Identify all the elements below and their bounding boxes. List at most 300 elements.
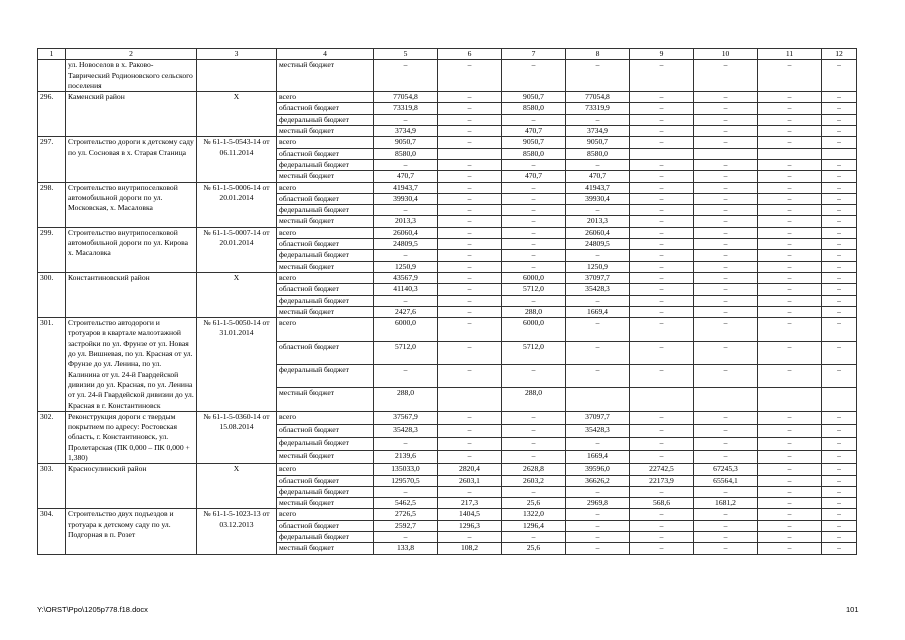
amount-cell: 67245,3	[694, 464, 758, 475]
amount-cell: –	[630, 543, 694, 554]
funding-source: областной бюджет	[277, 284, 374, 295]
amount-cell: –	[630, 239, 694, 250]
amount-cell: –	[758, 543, 822, 554]
amount-cell: 2726,5	[374, 509, 438, 520]
amount-cell: –	[502, 486, 566, 497]
amount-cell: –	[822, 295, 857, 306]
amount-cell: –	[694, 520, 758, 531]
amount-cell: –	[822, 341, 857, 364]
amount-cell: 6000,0	[502, 318, 566, 341]
amount-cell: –	[758, 318, 822, 341]
file-path: Y:\ORST\Ppo\1205p778.f18.docx	[37, 605, 148, 614]
amount-cell: –	[694, 126, 758, 137]
column-number: 9	[630, 49, 694, 60]
amount-cell: –	[822, 272, 857, 283]
amount-cell: –	[502, 364, 566, 387]
amount-cell: –	[694, 509, 758, 520]
amount-cell: –	[822, 239, 857, 250]
document-ref: № 61-1-5-0360-14 от 15.08.2014	[197, 411, 277, 463]
amount-cell: –	[822, 171, 857, 182]
amount-cell: –	[758, 411, 822, 424]
object-name: Строительство дороги к детскому саду по ул. Сосновая в х. Старая Станица	[66, 137, 197, 182]
amount-cell: –	[758, 295, 822, 306]
amount-cell: –	[630, 182, 694, 193]
amount-cell: –	[630, 520, 694, 531]
amount-cell: –	[822, 159, 857, 170]
funding-source: федеральный бюджет	[277, 532, 374, 543]
amount-cell: –	[758, 532, 822, 543]
amount-cell: –	[566, 532, 630, 543]
amount-cell: –	[694, 364, 758, 387]
page-number: 101	[846, 605, 859, 614]
amount-cell: 135033,0	[374, 464, 438, 475]
object-name: Строительство двух подъездов и тротуара к детскому саду по ул. Подгорная в п. Розет	[66, 509, 197, 554]
document-ref: Х	[197, 464, 277, 509]
amount-cell: –	[822, 250, 857, 261]
amount-cell: –	[694, 60, 758, 92]
amount-cell: 2628,8	[502, 464, 566, 475]
amount-cell: –	[438, 250, 502, 261]
amount-cell: –	[630, 272, 694, 283]
amount-cell: –	[374, 486, 438, 497]
amount-cell: –	[374, 205, 438, 216]
amount-cell: –	[566, 486, 630, 497]
table-row	[38, 464, 857, 475]
amount-cell: –	[502, 193, 566, 204]
amount-cell: –	[758, 475, 822, 486]
funding-source: федеральный бюджет	[277, 250, 374, 261]
amount-cell: –	[566, 250, 630, 261]
amount-cell: –	[630, 295, 694, 306]
row-number: 304.	[38, 509, 66, 554]
amount-cell: –	[822, 92, 857, 103]
amount-cell: –	[630, 424, 694, 437]
document-ref: № 61-1-5-0007-14 от 20.01.2014	[197, 227, 277, 272]
amount-cell: –	[374, 438, 438, 451]
amount-cell: –	[566, 205, 630, 216]
funding-source: федеральный бюджет	[277, 114, 374, 125]
amount-cell: –	[758, 272, 822, 283]
funding-source: местный бюджет	[277, 543, 374, 554]
amount-cell: –	[822, 364, 857, 387]
amount-cell: –	[374, 60, 438, 92]
amount-cell: 41943,7	[566, 182, 630, 193]
funding-source: всего	[277, 411, 374, 424]
amount-cell: 41943,7	[374, 182, 438, 193]
funding-source: всего	[277, 318, 374, 341]
amount-cell: 26060,4	[566, 227, 630, 238]
amount-cell: –	[822, 193, 857, 204]
amount-cell: 2592,7	[374, 520, 438, 531]
column-number: 2	[66, 49, 197, 60]
amount-cell: –	[694, 182, 758, 193]
amount-cell: 77054,8	[566, 92, 630, 103]
amount-cell: –	[694, 171, 758, 182]
document-ref: № 61-1-5-0543-14 от 06.11.2014	[197, 137, 277, 182]
amount-cell: 108,2	[438, 543, 502, 554]
amount-cell: 5712,0	[374, 341, 438, 364]
amount-cell: –	[438, 182, 502, 193]
row-number: 302.	[38, 411, 66, 463]
amount-cell: –	[438, 438, 502, 451]
column-number: 4	[277, 49, 374, 60]
amount-cell: –	[502, 438, 566, 451]
amount-cell: 24809,5	[374, 239, 438, 250]
amount-cell: 9050,7	[502, 137, 566, 148]
amount-cell: –	[630, 126, 694, 137]
amount-cell: 35428,3	[566, 284, 630, 295]
amount-cell	[630, 148, 694, 159]
amount-cell: –	[694, 227, 758, 238]
amount-cell: 25,6	[502, 498, 566, 509]
amount-cell: –	[438, 424, 502, 437]
amount-cell: –	[438, 411, 502, 424]
amount-cell: 26060,4	[374, 227, 438, 238]
amount-cell: 470,7	[502, 126, 566, 137]
amount-cell: –	[694, 341, 758, 364]
amount-cell: –	[694, 411, 758, 424]
row-number: 298.	[38, 182, 66, 227]
amount-cell: 2427,6	[374, 306, 438, 317]
amount-cell: 133,8	[374, 543, 438, 554]
amount-cell: 8580,0	[566, 148, 630, 159]
amount-cell: 470,7	[502, 171, 566, 182]
amount-cell: –	[758, 520, 822, 531]
table-row	[38, 182, 857, 193]
amount-cell: 1322,0	[502, 509, 566, 520]
amount-cell: –	[374, 114, 438, 125]
funding-source: областной бюджет	[277, 193, 374, 204]
amount-cell: –	[822, 137, 857, 148]
amount-cell: –	[566, 318, 630, 341]
amount-cell: –	[438, 216, 502, 227]
amount-cell: –	[438, 486, 502, 497]
amount-cell	[630, 388, 694, 411]
amount-cell: –	[502, 411, 566, 424]
amount-cell: 39596,0	[566, 464, 630, 475]
amount-cell: –	[630, 532, 694, 543]
amount-cell: 37097,7	[566, 272, 630, 283]
amount-cell: –	[630, 227, 694, 238]
funding-source: местный бюджет	[277, 261, 374, 272]
amount-cell: 35428,3	[566, 424, 630, 437]
amount-cell	[566, 388, 630, 411]
amount-cell: –	[758, 250, 822, 261]
amount-cell: –	[694, 205, 758, 216]
document-ref: № 61-1-5-0050-14 от 31.01.2014	[197, 318, 277, 412]
funding-source: федеральный бюджет	[277, 486, 374, 497]
amount-cell: 5712,0	[502, 341, 566, 364]
amount-cell: 2013,3	[566, 216, 630, 227]
amount-cell: –	[566, 438, 630, 451]
amount-cell: 9050,7	[374, 137, 438, 148]
amount-cell: –	[630, 114, 694, 125]
amount-cell: 37567,9	[374, 411, 438, 424]
amount-cell	[694, 388, 758, 411]
table-row	[38, 137, 857, 148]
amount-cell: –	[822, 103, 857, 114]
amount-cell: 5712,0	[502, 284, 566, 295]
amount-cell: –	[438, 341, 502, 364]
amount-cell: –	[822, 227, 857, 238]
amount-cell: –	[502, 250, 566, 261]
amount-cell: 8580,0	[374, 148, 438, 159]
amount-cell: 37097,7	[566, 411, 630, 424]
amount-cell: –	[630, 92, 694, 103]
amount-cell: –	[438, 364, 502, 387]
table-row	[38, 411, 857, 424]
amount-cell: –	[630, 137, 694, 148]
amount-cell: –	[694, 250, 758, 261]
row-number: 299.	[38, 227, 66, 272]
column-number: 6	[438, 49, 502, 60]
header-row	[38, 49, 857, 60]
amount-cell: 8580,0	[502, 103, 566, 114]
funding-source: всего	[277, 137, 374, 148]
amount-cell: –	[438, 239, 502, 250]
object-name: Реконструкция дороги с твердым покрытием по адресу: Ростовская область, г. Константиновск, ул. Пролетарская (ПК 0,000 – ПК 0,000 + 1,380)	[66, 411, 197, 463]
amount-cell: 2139,6	[374, 451, 438, 464]
amount-cell: 24809,5	[566, 239, 630, 250]
amount-cell: 39930,4	[374, 193, 438, 204]
amount-cell: –	[694, 295, 758, 306]
amount-cell: –	[758, 171, 822, 182]
amount-cell: 9050,7	[502, 92, 566, 103]
row-number	[38, 60, 66, 92]
amount-cell: –	[822, 543, 857, 554]
amount-cell: 470,7	[566, 171, 630, 182]
amount-cell: –	[822, 114, 857, 125]
amount-cell: –	[758, 261, 822, 272]
funding-source: всего	[277, 227, 374, 238]
amount-cell: –	[630, 193, 694, 204]
amount-cell: –	[694, 272, 758, 283]
amount-cell: –	[822, 126, 857, 137]
funding-source: областной бюджет	[277, 424, 374, 437]
funding-source: федеральный бюджет	[277, 364, 374, 387]
table-row	[38, 60, 857, 92]
amount-cell: –	[630, 60, 694, 92]
amount-cell: –	[758, 216, 822, 227]
amount-cell: 1250,9	[566, 261, 630, 272]
amount-cell: –	[438, 532, 502, 543]
amount-cell: –	[822, 60, 857, 92]
amount-cell	[758, 148, 822, 159]
amount-cell: –	[630, 306, 694, 317]
amount-cell: –	[822, 205, 857, 216]
amount-cell: 2820,4	[438, 464, 502, 475]
amount-cell: –	[630, 486, 694, 497]
amount-cell: –	[630, 159, 694, 170]
amount-cell: –	[822, 498, 857, 509]
column-number: 10	[694, 49, 758, 60]
amount-cell	[758, 388, 822, 411]
document-ref: № 61-1-5-1023-13 от 03.12.2013	[197, 509, 277, 554]
amount-cell: –	[630, 261, 694, 272]
amount-cell: 39930,4	[566, 193, 630, 204]
amount-cell: –	[566, 364, 630, 387]
amount-cell: –	[438, 171, 502, 182]
object-name: Каменский район	[66, 92, 197, 137]
document-ref: Х	[197, 92, 277, 137]
amount-cell: –	[758, 103, 822, 114]
column-number: 7	[502, 49, 566, 60]
amount-cell: –	[630, 411, 694, 424]
amount-cell: –	[694, 318, 758, 341]
row-number: 296.	[38, 92, 66, 137]
amount-cell: –	[502, 239, 566, 250]
amount-cell: –	[502, 114, 566, 125]
amount-cell: 1681,2	[694, 498, 758, 509]
amount-cell: –	[374, 364, 438, 387]
amount-cell: –	[502, 261, 566, 272]
amount-cell: 2969,8	[566, 498, 630, 509]
amount-cell: –	[758, 364, 822, 387]
amount-cell: –	[566, 60, 630, 92]
table-row	[38, 92, 857, 103]
amount-cell: –	[758, 126, 822, 137]
amount-cell: –	[566, 543, 630, 554]
amount-cell: 22742,5	[630, 464, 694, 475]
amount-cell: –	[694, 532, 758, 543]
amount-cell: 5462,5	[374, 498, 438, 509]
table-row	[38, 509, 857, 520]
amount-cell: –	[758, 509, 822, 520]
amount-cell: –	[694, 137, 758, 148]
amount-cell: 41140,3	[374, 284, 438, 295]
funding-source: местный бюджет	[277, 126, 374, 137]
amount-cell: –	[758, 438, 822, 451]
column-number: 3	[197, 49, 277, 60]
amount-cell: 2603,2	[502, 475, 566, 486]
amount-cell: 77054,8	[374, 92, 438, 103]
row-number: 300.	[38, 272, 66, 317]
amount-cell: 1404,5	[438, 509, 502, 520]
row-number: 297.	[38, 137, 66, 182]
amount-cell: –	[694, 159, 758, 170]
amount-cell: –	[822, 486, 857, 497]
funding-source: федеральный бюджет	[277, 438, 374, 451]
amount-cell: –	[566, 295, 630, 306]
funding-source: всего	[277, 182, 374, 193]
amount-cell: 6000,0	[374, 318, 438, 341]
funding-source: местный бюджет	[277, 216, 374, 227]
amount-cell: –	[694, 103, 758, 114]
amount-cell: –	[758, 182, 822, 193]
amount-cell: –	[694, 424, 758, 437]
amount-cell: –	[374, 295, 438, 306]
amount-cell: 217,3	[438, 498, 502, 509]
amount-cell: –	[566, 159, 630, 170]
amount-cell: –	[374, 250, 438, 261]
amount-cell: –	[502, 532, 566, 543]
funding-source: всего	[277, 464, 374, 475]
amount-cell: –	[822, 411, 857, 424]
amount-cell: –	[758, 205, 822, 216]
amount-cell: –	[694, 114, 758, 125]
amount-cell: 35428,3	[374, 424, 438, 437]
amount-cell: –	[502, 227, 566, 238]
amount-cell: –	[566, 509, 630, 520]
amount-cell: 129570,5	[374, 475, 438, 486]
funding-source: федеральный бюджет	[277, 295, 374, 306]
amount-cell: 22173,9	[630, 475, 694, 486]
amount-cell: –	[822, 520, 857, 531]
amount-cell: –	[822, 318, 857, 341]
amount-cell: –	[758, 114, 822, 125]
amount-cell: –	[438, 272, 502, 283]
amount-cell: –	[438, 284, 502, 295]
amount-cell: 43567,9	[374, 272, 438, 283]
funding-source: областной бюджет	[277, 148, 374, 159]
amount-cell: –	[822, 306, 857, 317]
amount-cell: –	[630, 451, 694, 464]
amount-cell: –	[438, 227, 502, 238]
amount-cell: 1250,9	[374, 261, 438, 272]
document-ref: Х	[197, 272, 277, 317]
amount-cell: 2603,1	[438, 475, 502, 486]
amount-cell: 288,0	[374, 388, 438, 411]
amount-cell: –	[694, 543, 758, 554]
amount-cell: –	[438, 451, 502, 464]
amount-cell: –	[502, 451, 566, 464]
amount-cell: 470,7	[374, 171, 438, 182]
document-ref: № 61-1-5-0006-14 от 20.01.2014	[197, 182, 277, 227]
amount-cell: –	[502, 182, 566, 193]
amount-cell: –	[438, 114, 502, 125]
amount-cell: –	[502, 60, 566, 92]
amount-cell: –	[566, 341, 630, 364]
column-number: 1	[38, 49, 66, 60]
amount-cell	[822, 388, 857, 411]
funding-source: местный бюджет	[277, 388, 374, 411]
amount-cell: –	[822, 438, 857, 451]
amount-cell: –	[694, 451, 758, 464]
amount-cell: –	[502, 216, 566, 227]
amount-cell: –	[758, 306, 822, 317]
amount-cell: 2013,3	[374, 216, 438, 227]
amount-cell: –	[758, 341, 822, 364]
amount-cell: –	[822, 532, 857, 543]
funding-source: всего	[277, 272, 374, 283]
amount-cell: –	[502, 159, 566, 170]
amount-cell: –	[630, 103, 694, 114]
amount-cell: –	[694, 193, 758, 204]
amount-cell: –	[630, 284, 694, 295]
amount-cell: 73319,9	[566, 103, 630, 114]
amount-cell: 1669,4	[566, 306, 630, 317]
amount-cell: –	[822, 424, 857, 437]
amount-cell: –	[694, 239, 758, 250]
object-name: Строительство автодороги и тротуаров в квартале малоэтажной застройки по ул. Фрунзе от ул. Новая до ул. Вишневая, по ул. Красная от ул. Фрунзе до ул. Ленина, по ул. Калинина от ул. 24-й Гвардейской дивизии до ул. Красная, по ул. Ленина от ул. 24-й Гвардейской дивизии до ул. Красная в г. Константиновск	[66, 318, 197, 412]
funding-source: федеральный бюджет	[277, 205, 374, 216]
funding-source: всего	[277, 509, 374, 520]
amount-cell: 73319,8	[374, 103, 438, 114]
amount-cell: –	[438, 60, 502, 92]
amount-cell: –	[758, 137, 822, 148]
object-name: Строительство внутрипоселковой автомобильной дороги по ул. Московская, х. Масаловка	[66, 182, 197, 227]
amount-cell: –	[630, 250, 694, 261]
amount-cell: 568,6	[630, 498, 694, 509]
amount-cell: –	[758, 92, 822, 103]
amount-cell: 1296,3	[438, 520, 502, 531]
row-number: 301.	[38, 318, 66, 412]
funding-source: областной бюджет	[277, 103, 374, 114]
amount-cell: –	[758, 239, 822, 250]
amount-cell: –	[438, 306, 502, 317]
amount-cell: –	[822, 216, 857, 227]
amount-cell	[822, 148, 857, 159]
